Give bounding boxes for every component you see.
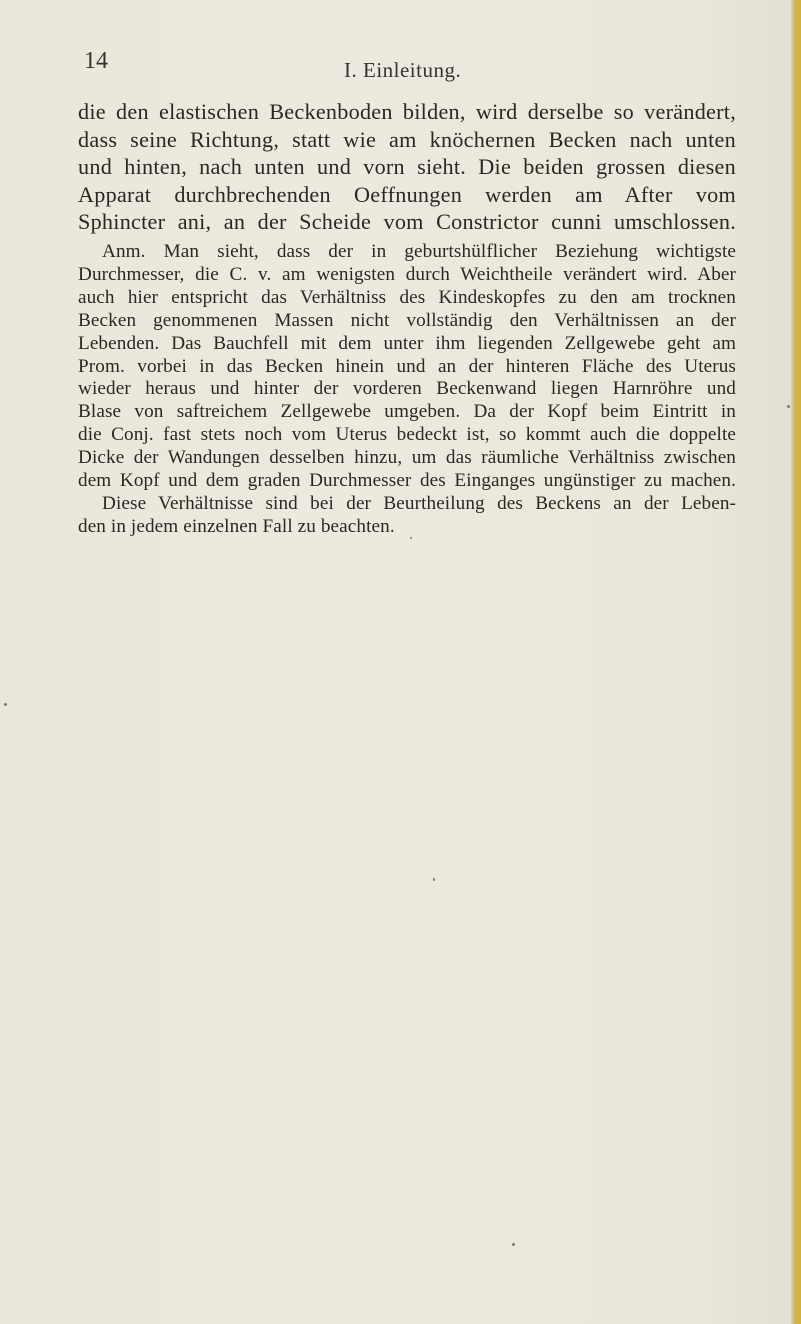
text-line: und hinten, nach unten und vorn sieht. Die beiden grossen diesen (78, 154, 736, 180)
note-line: Diese Verhältnisse sind bei der Beurtheilung des Beckens an der Leben- (102, 492, 736, 514)
note-line: den in jedem einzelnen Fall zu beachten. (78, 515, 395, 537)
note-line: wieder heraus und hinter der vorderen Beckenwand liegen Harnröhre und (78, 378, 736, 400)
note-paragraph (78, 241, 736, 539)
running-title: I. Einleitung. (344, 58, 462, 82)
note-line: die Conj. fast stets noch vom Uterus bedeckt ist, so kommt auch die doppelte (78, 424, 736, 446)
paper-speck (410, 537, 412, 539)
main-paragraph (78, 98, 736, 236)
note-line: Prom. vorbei in das Becken hinein und an der hinteren Fläche des Uterus (78, 355, 736, 377)
note-line: Blase von saftreichem Zellgewebe umgeben. Da der Kopf beim Eintritt in (78, 401, 736, 423)
text-line: die den elastischen Beckenboden bilden, wird derselbe so verändert, (78, 99, 736, 124)
text-line: Sphincter ani, an der Scheide vom Constrictor cunni umschlossen. (78, 209, 736, 235)
paper-speck (433, 878, 435, 881)
note-line: Dicke der Wandungen desselben hinzu, um das räumliche Verhältniss zwischen (78, 447, 736, 469)
text-line: dass seine Richtung, statt wie am knöchernen Becken nach unten (78, 126, 736, 152)
page-number: 14 (84, 48, 108, 74)
page-header (78, 48, 738, 82)
note-line: Lebenden. Das Bauchfell mit dem unter ihm liegenden Zellgewebe geht am (78, 332, 736, 354)
text-line: Apparat durchbrechenden Oeffnungen werden am After vom (78, 181, 736, 207)
paper-speck (787, 405, 790, 408)
note-line: auch hier entspricht das Verhältniss des Kindeskopfes zu den am trocknen (78, 286, 736, 308)
paper-speck (4, 703, 7, 706)
note-line: Anm. Man sieht, dass der in geburtshülflicher Beziehung wichtigste (102, 240, 736, 262)
page-body (78, 98, 736, 539)
page-edge (791, 0, 801, 1324)
paper-speck (512, 1243, 515, 1246)
note-line: Durchmesser, die C. v. am wenigsten durch Weichtheile verändert wird. Aber (78, 263, 736, 285)
note-line: Becken genommenen Massen nicht vollständig den Verhältnissen an der (78, 309, 736, 331)
note-line: dem Kopf und dem graden Durchmesser des Einganges ungünstiger zu machen. (78, 470, 736, 492)
